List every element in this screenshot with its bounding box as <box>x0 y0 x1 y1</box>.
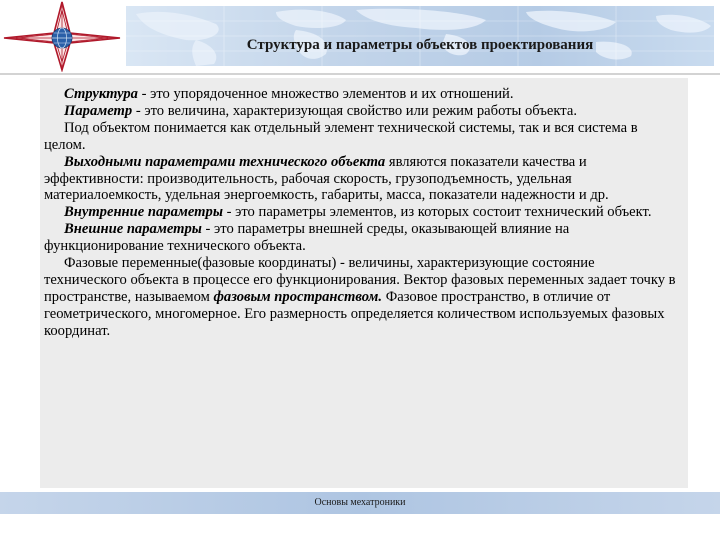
paragraph-output-params <box>44 154 678 205</box>
paragraph-internal-params <box>44 204 678 221</box>
world-map-icon <box>126 6 714 66</box>
paragraph-internal-params-text: - это параметры элементов, из которых состоит технический объект. <box>222 204 652 221</box>
header <box>0 0 720 78</box>
term-output-params: Выходными параметрами технического объекта <box>64 153 386 170</box>
term-phase-space: фазовым пространством. <box>213 288 383 305</box>
page-title: Структура и параметры объектов проектирования <box>246 37 594 53</box>
paragraph-external-params-text: - это параметры внешней среды, оказывающей влияние на функционирование технического объекта. <box>44 221 570 255</box>
footer-label: Основы мехатроники <box>314 497 406 508</box>
term-parameter: Параметр <box>64 102 133 119</box>
header-divider <box>0 73 720 75</box>
paragraph-structure-text: - это упорядоченное множество элементов и их отношений. <box>137 86 514 102</box>
term-structure: Структура <box>64 86 138 102</box>
paragraph-parameter-text: - это величина, характеризующая свойство или режим работы объекта. <box>132 102 577 119</box>
paragraph-output-params-text: являются показатели качества и эффективности: производительность, рабочая скорость, грузоподъемность, удельная материалоемкость, удельная энергоемкость, габариты, масса, показатели надежности и др. <box>44 153 609 204</box>
paragraph-structure <box>44 86 678 103</box>
paragraph-parameter <box>44 103 678 120</box>
paragraph-external-params <box>44 221 678 255</box>
paragraph-object: Под объектом понимается как отдельный элемент технической системы, так и вся система в целом. <box>44 119 638 153</box>
star-logo-icon <box>0 0 125 72</box>
paragraph-phase-variables-text-b: Фазовое пространство, в отличие от геометрического, многомерное. Его размерность определяется количеством используемых фазовых координат. <box>44 288 665 339</box>
term-internal-params: Внутренние параметры <box>64 204 223 221</box>
paragraph-phase-variables-text-a: Фазовые переменные(фазовые координаты) - величины, характеризующие состояние технического объекта в процессе его функционирования. Вектор фазовых переменных задает точку в пространстве, называемом <box>44 255 676 305</box>
content-text <box>44 86 678 340</box>
paragraph-phase-variables <box>44 255 678 340</box>
term-external-params: Внешние параметры <box>64 221 202 238</box>
footer-bar <box>0 492 720 514</box>
title-band <box>126 6 714 66</box>
